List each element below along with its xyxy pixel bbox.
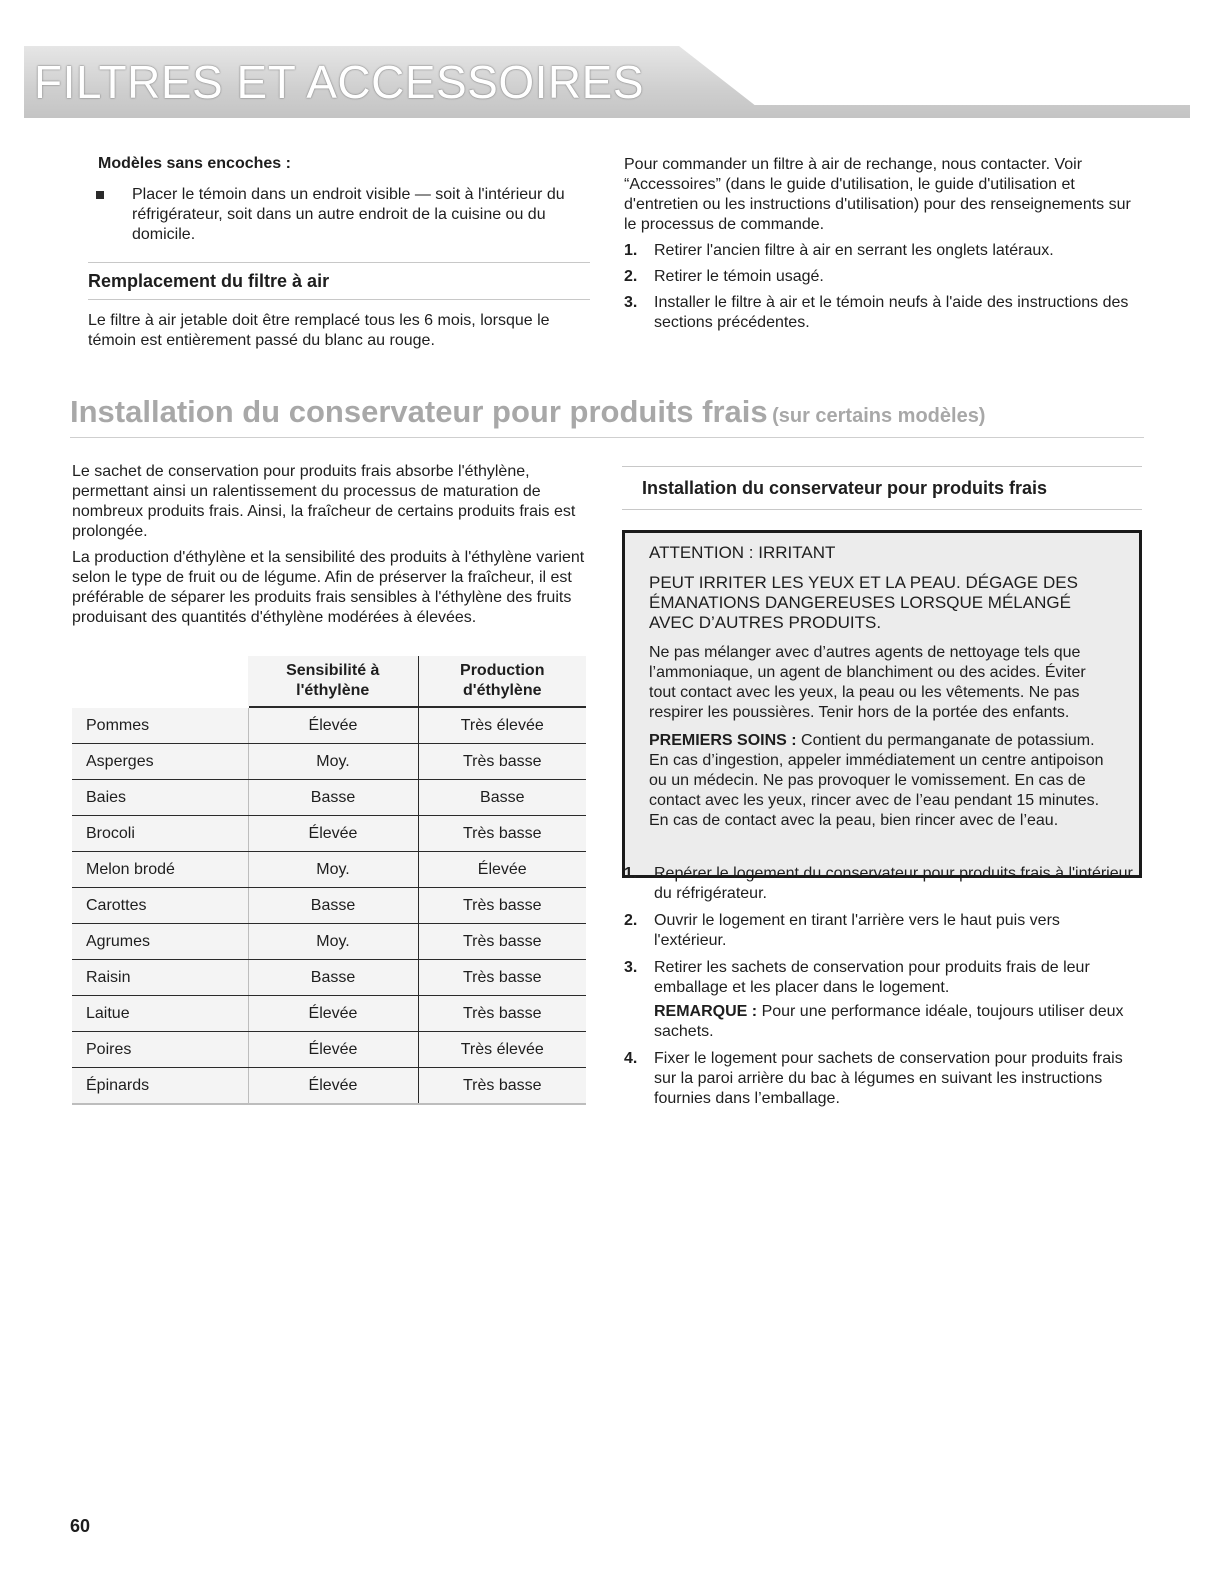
sensitivity-value: Élevée: [248, 1068, 418, 1105]
produce-name: Carottes: [72, 888, 248, 924]
page-banner: [24, 46, 1190, 118]
production-value: Très élevée: [418, 707, 586, 744]
step-number: 4.: [624, 1050, 638, 1067]
production-value: Élevée: [418, 852, 586, 888]
banner-angle: [679, 46, 1219, 105]
produce-name: Épinards: [72, 1068, 248, 1105]
sensitivity-value: Moy.: [248, 744, 418, 780]
produce-name: Agrumes: [72, 924, 248, 960]
produce-name: Melon brodé: [72, 852, 248, 888]
production-value: Très basse: [418, 1068, 586, 1105]
step-number: 1.: [624, 242, 638, 259]
air-filter-heading: Remplacement du filtre à air: [88, 262, 590, 300]
section-title-main: Installation du conservateur pour produits frais: [70, 394, 768, 429]
air-filter-text: Le filtre à air jetable doit être remplacé tous les 6 mois, lorsque le témoin est entièrement passé du blanc au rouge.: [88, 312, 550, 349]
produce-name: Brocoli: [72, 816, 248, 852]
section-title: [70, 394, 985, 430]
intro-text: [72, 462, 592, 634]
production-value: Très basse: [418, 924, 586, 960]
step-text: Repérer le logement du conservateur pour produits frais à l'intérieur du réfrigérateur.: [654, 865, 1133, 902]
list-item: [624, 911, 1134, 951]
header-line: d'éthylène: [463, 682, 542, 699]
step-text: Retirer le témoin usagé.: [654, 268, 824, 285]
sensitivity-value: Moy.: [248, 852, 418, 888]
step-text: Ouvrir le logement en tirant l'arrière vers le haut puis vers l'extérieur.: [654, 912, 1060, 949]
warning-caps: PEUT IRRITER LES YEUX ET LA PEAU. DÉGAGE DES ÉMANATIONS DANGEREUSES LORSQUE MÉLANGÉ AVEC D’AUTRES PRODUITS.: [649, 573, 1078, 632]
step-text: Retirer les sachets de conservation pour produits frais de leur emballage et les placer dans le logement.: [654, 959, 1090, 996]
order-text: Pour commander un filtre à air de rechange, nous contacter. Voir “Accessoires” (dans le guide d'utilisation, le guide d'utilisation et d'entretien ou les instructions d'utilisation) pour des renseignements sur le processus de commande.: [624, 156, 1131, 233]
sensitivity-value: Moy.: [248, 924, 418, 960]
list-item: [624, 864, 1134, 904]
list-item: [624, 241, 1134, 261]
install-heading: Installation du conservateur pour produits frais: [622, 466, 1142, 510]
produce-name: Poires: [72, 1032, 248, 1068]
banner-title: FILTRES ET ACCESSOIRES: [34, 56, 645, 108]
section-title-sub: (sur certains modèles): [772, 405, 986, 427]
table-row: [72, 852, 586, 888]
intro-paragraph: La production d'éthylène et la sensibilité des produits à l'éthylène varient selon le type de fruit ou de légume. Afin de préserver la fraîcheur, il est préférable de séparer les produits frais sensibles à l'éthylène des fruits produisant des quantités d'éthylène modérées à élevées.: [72, 549, 585, 626]
step-text: Retirer l'ancien filtre à air en serrant les onglets latéraux.: [654, 242, 1054, 259]
list-item: [624, 267, 1134, 287]
models-heading: Modèles sans encoches :: [98, 155, 291, 172]
models-bullet-text: Placer le témoin dans un endroit visible — soit à l'intérieur du réfrigérateur, soit dans un autre endroit de la cuisine ou du domicile.: [132, 186, 565, 243]
table-row: [72, 888, 586, 924]
models-bullet: [96, 185, 596, 245]
table-header-sensitivity: [248, 656, 418, 707]
step-number: 1.: [624, 865, 638, 882]
production-value: Très élevée: [418, 1032, 586, 1068]
header-line: l'éthylène: [296, 682, 370, 699]
sensitivity-value: Élevée: [248, 707, 418, 744]
table-row: [72, 996, 586, 1032]
first-aid-label: PREMIERS SOINS :: [649, 732, 797, 749]
table-row: [72, 780, 586, 816]
warning-body: Ne pas mélanger avec d’autres agents de nettoyage tels que l’ammoniaque, un agent de blanchiment ou des acides. Éviter tout contact avec les yeux, la peau ou les vêtements. Ne pas respirer les poussières. Tenir hors de la portée des enfants.: [649, 644, 1086, 721]
produce-name: Baies: [72, 780, 248, 816]
step-text: Fixer le logement pour sachets de conservation pour produits frais sur la paroi arrière du bac à légumes en suivant les instructions fournies dans l’emballage.: [654, 1050, 1123, 1107]
production-value: Très basse: [418, 816, 586, 852]
table-row: [72, 707, 586, 744]
list-item: [624, 958, 1134, 1042]
warning-box: [622, 530, 1142, 878]
list-item: [624, 293, 1134, 333]
table-row: [72, 1032, 586, 1068]
sensitivity-value: Basse: [248, 780, 418, 816]
ethylene-table: [72, 656, 586, 1105]
step-number: 3.: [624, 959, 638, 976]
sensitivity-value: Élevée: [248, 996, 418, 1032]
first-aid-text: Contient du permanganate de potassium. En cas d’ingestion, appeler immédiatement un centre antipoison ou un médecin. Ne pas provoquer le vomissement. En cas de contact avec les yeux, rincer avec de l’eau pendant 15 minutes. En cas de contact avec la peau, bien rincer avec de l’eau.: [649, 732, 1104, 829]
header-line: Sensibilité à: [286, 662, 380, 679]
note: [654, 1002, 1134, 1042]
square-bullet-icon: [96, 191, 104, 199]
produce-name: Asperges: [72, 744, 248, 780]
step-number: 2.: [624, 268, 638, 285]
table-row: [72, 744, 586, 780]
table-row: [72, 960, 586, 996]
production-value: Très basse: [418, 996, 586, 1032]
warning-title: ATTENTION : IRRITANT: [649, 543, 836, 562]
note-label: REMARQUE :: [654, 1003, 758, 1020]
table-header-empty: [72, 656, 248, 707]
step-number: 3.: [624, 294, 638, 311]
table-header-production: [418, 656, 586, 707]
sensitivity-value: Élevée: [248, 816, 418, 852]
page-number: 60: [70, 1516, 91, 1536]
sensitivity-value: Élevée: [248, 1032, 418, 1068]
production-value: Basse: [418, 780, 586, 816]
production-value: Très basse: [418, 960, 586, 996]
table-header-row: [72, 656, 586, 707]
first-aid: [649, 731, 1111, 831]
production-value: Très basse: [418, 744, 586, 780]
air-filter-steps: [624, 241, 1134, 339]
sensitivity-value: Basse: [248, 960, 418, 996]
table-row: [72, 1068, 586, 1105]
header-line: Production: [460, 662, 545, 679]
produce-name: Pommes: [72, 707, 248, 744]
section-divider: [70, 437, 1144, 438]
production-value: Très basse: [418, 888, 586, 924]
step-text: Installer le filtre à air et le témoin neufs à l'aide des instructions des sections précédentes.: [654, 294, 1129, 331]
list-item: [624, 1049, 1134, 1109]
install-steps: [624, 864, 1134, 1116]
produce-name: Raisin: [72, 960, 248, 996]
table-row: [72, 816, 586, 852]
note-text: Pour une performance idéale, toujours utiliser deux sachets.: [654, 1003, 1124, 1040]
step-number: 2.: [624, 912, 638, 929]
sensitivity-value: Basse: [248, 888, 418, 924]
intro-paragraph: Le sachet de conservation pour produits frais absorbe l'éthylène, permettant ainsi un ralentissement du processus de maturation de nombreux produits frais. Ainsi, la fraîcheur de certains produits frais est prolongée.: [72, 463, 576, 540]
table-row: [72, 924, 586, 960]
produce-name: Laitue: [72, 996, 248, 1032]
